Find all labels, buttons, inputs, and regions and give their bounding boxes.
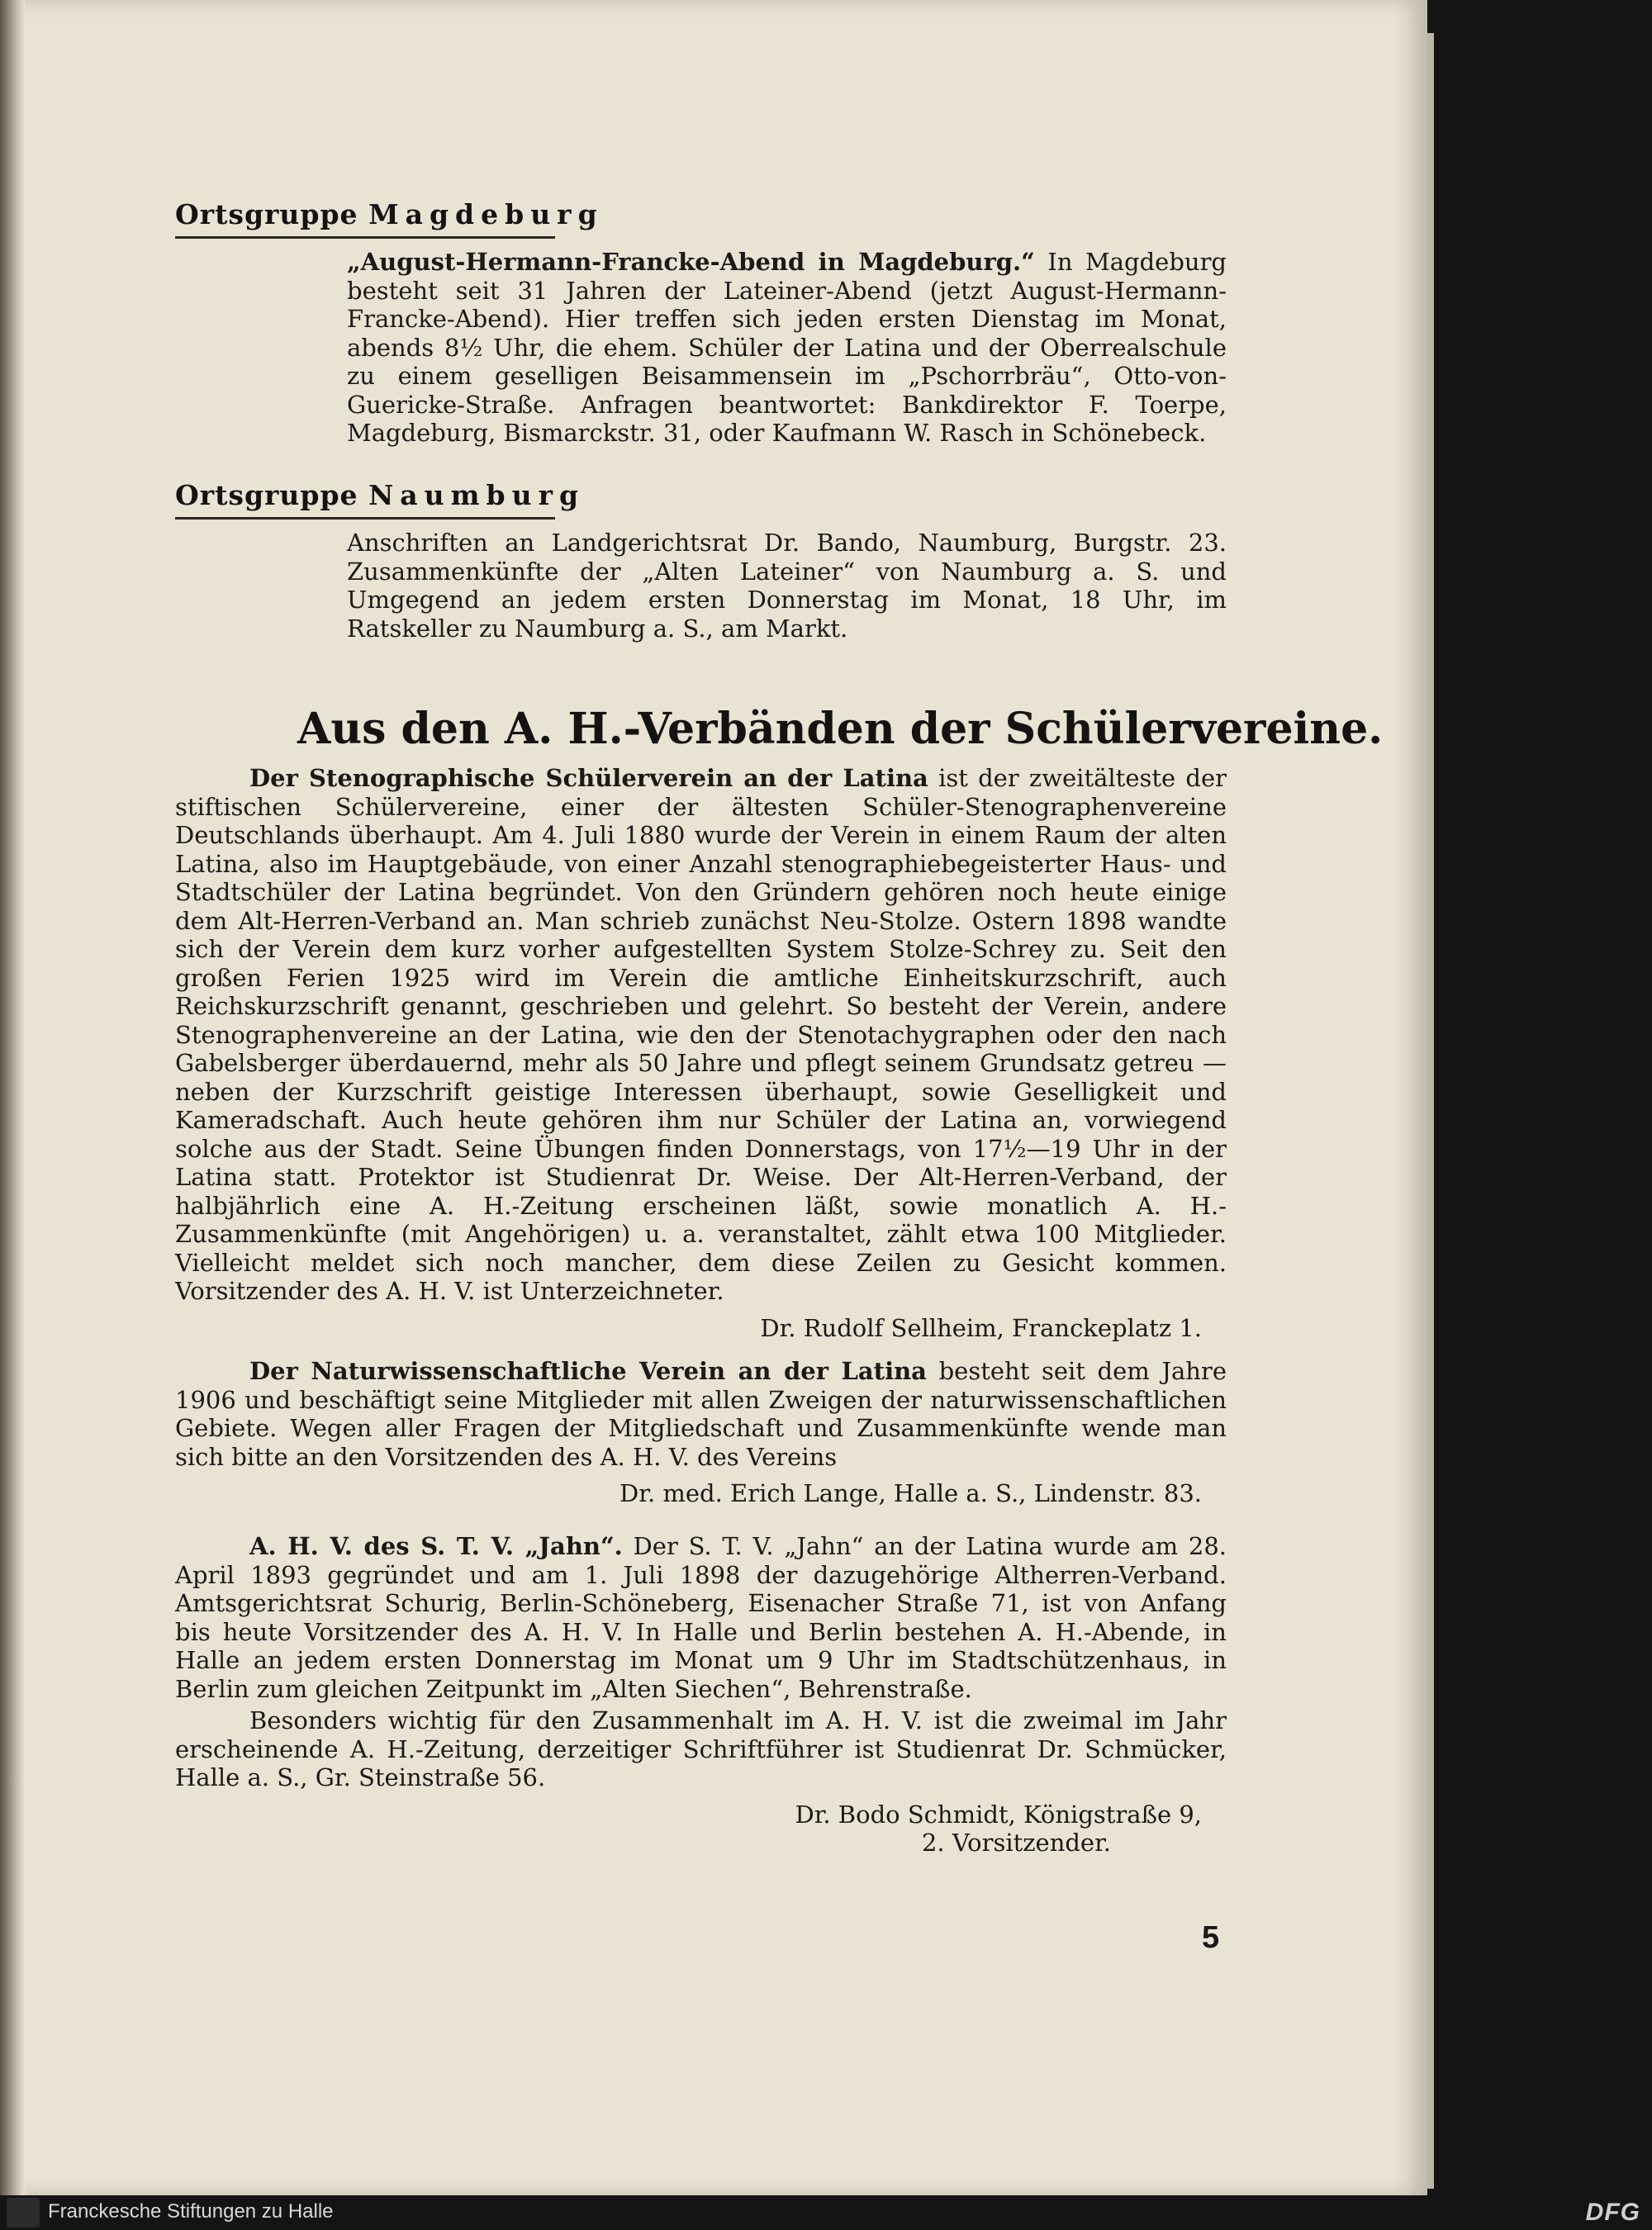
magdeburg-lead: „August-Hermann-Francke-Abend in Magdeburg.“: [347, 248, 1035, 276]
stenography-signature: Dr. Rudolf Sellheim, Franckeplatz 1.: [760, 1313, 1202, 1342]
stenography-lead: Der Stenographische Schülerverein an der Latina: [249, 764, 928, 792]
heading-underline: [175, 517, 555, 520]
book-gutter: [0, 0, 25, 2195]
institution-logo-icon: [7, 2198, 40, 2228]
jahn-signature-line1: Dr. Bodo Schmidt, Königstraße 9,: [795, 1800, 1202, 1829]
natural-science-text: besteht seit dem Jahre 1906 und beschäftigt seine Mitglieder mit allen Zweigen der naturwissenschaftlichen Gebiete. Wegen aller Fragen der Mitgliedschaft und Zusammenkünfte wende man sich bitte an den Vorsitzenden des A. H. V. des Vereins: [175, 1357, 1227, 1471]
main-title: Aus den A. H.-Verbänden der Schülervereine.: [297, 704, 1384, 754]
jahn-text-2: Besonders wichtig für den Zusammenhalt im A. H. V. ist die zweimal im Jahr erscheinende A. H.-Zeitung, derzeitiger Schriftführer ist Studienrat Dr. Schmücker, Halle a. S., Gr. Steinstraße 56.: [175, 1706, 1227, 1791]
heading-naumburg: Ortsgruppe Naumburg: [175, 479, 586, 511]
heading-magdeburg: Ortsgruppe Magdeburg: [175, 198, 604, 230]
jahn-paragraph: [175, 1532, 1227, 1858]
stenography-text: ist der zweitälteste der stiftischen Schülervereine, einer der ältesten Schüler-Stenographenvereine Deutschlands überhaupt. Am 4. Juli 1880 wurde der Verein in einem Raum der alten Latina, also im Hauptgebäude, von einer Anzahl stenographiebegeisterter Haus- und Stadtschüler der Latina begründet. Von den Gründern gehören noch heute einige dem Alt-Herren-Verband an. Man schrieb zunächst Neu-Stolze. Ostern 1898 wandte sich der Verein dem kurz vorher aufgestellten System Stolze-Schrey zu. Seit den großen Ferien 1925 wird im Verein die amtliche Einheitskurzschrift, auch Reichskurzschrift genannt, geschrieben und gelehrt. So besteht der Verein, andere Stenographenvereine an der Latina, wie den der Stenotachygraphen oder den nach Gabelsberger überdauernd, mehr als 50 Jahre und pflegt seinem Grundsatz getreu — neben der Kurzschrift geistige Interessen überhaupt, sowie Geselligkeit und Kameradschaft. Auch heute gehören ihm nur Schüler der Latina an, vorwiegend solche aus der Stadt. Seine Übungen finden Donnerstags, von 17½—19 Uhr in der Latina statt. Protektor ist Studienrat Dr. Weise. Der Alt-Herren-Verband, der halbjährlich eine A. H.-Zeitung erscheinen läßt, sowie monatlich A. H.-Zusammenkünfte (mit Angehörigen) u. a. veranstaltet, zählt etwa 100 Mitglieder. Vielleicht meldet sich noch mancher, dem diese Zeilen zu Gesicht kommen. Vorsitzender des A. H. V. ist Unterzeichneter.: [175, 764, 1227, 1305]
natural-science-signature: Dr. med. Erich Lange, Halle a. S., Lindenstr. 83.: [620, 1479, 1202, 1507]
naumburg-text: Anschriften an Landgerichtsrat Dr. Bando, Naumburg, Burgstr. 23. Zusammenkünfte der „Alten Lateiner“ von Naumburg a. S. und Umgegend an jedem ersten Donnerstag im Monat, 18 Uhr, im Ratskeller zu Naumburg a. S., am Markt.: [347, 529, 1227, 643]
page-edge: [1427, 33, 1434, 2189]
page-number: 5: [1202, 1920, 1220, 1955]
dfg-logo: DFG: [1585, 2199, 1640, 2226]
jahn-text: Der S. T. V. „Jahn“ an der Latina wurde am 28. April 1893 gegründet und am 1. Juli 1898 der dazugehörige Altherren-Verband. Amtsgerichtsrat Schurig, Berlin-Schöneberg, Eisenacher Straße 71, ist von Anfang bis heute Vorsitzender des A. H. V. In Halle und Berlin bestehen A. H.-Abende, in Halle an jedem ersten Donnerstag im Monat um 9 Uhr im Stadtschützenhaus, in Berlin zum gleichen Zeitpunkt im „Alten Siechen“, Behrenstraße.: [175, 1532, 1227, 1703]
naumburg-paragraph: [347, 529, 1227, 643]
jahn-lead: A. H. V. des S. T. V. „Jahn“.: [249, 1532, 623, 1560]
jahn-signature-line2: 2. Vorsitzender.: [921, 1829, 1111, 1857]
heading-underline: [175, 236, 555, 239]
magdeburg-text: In Magdeburg besteht seit 31 Jahren der Lateiner-Abend (jetzt August-Hermann-Francke-Abend). Hier treffen sich jeden ersten Dienstag im Monat, abends 8½ Uhr, die ehem. Schüler der Latina und der Oberrealschule zu einem geselligen Beisammensein im „Pschorrbräu“, Otto-von-Guericke-Straße. Anfragen beantwortet: Bankdirektor F. Toerpe, Magdeburg, Bismarckstr. 31, oder Kaufmann W. Rasch in Schönebeck.: [347, 248, 1227, 447]
footer-institution: Franckesche Stiftungen zu Halle: [48, 2200, 334, 2223]
stenography-paragraph: [175, 764, 1227, 1342]
natural-science-paragraph: [175, 1357, 1227, 1508]
magdeburg-paragraph: [347, 248, 1227, 448]
natural-science-lead: Der Naturwissenschaftliche Verein an der Latina: [249, 1357, 927, 1385]
